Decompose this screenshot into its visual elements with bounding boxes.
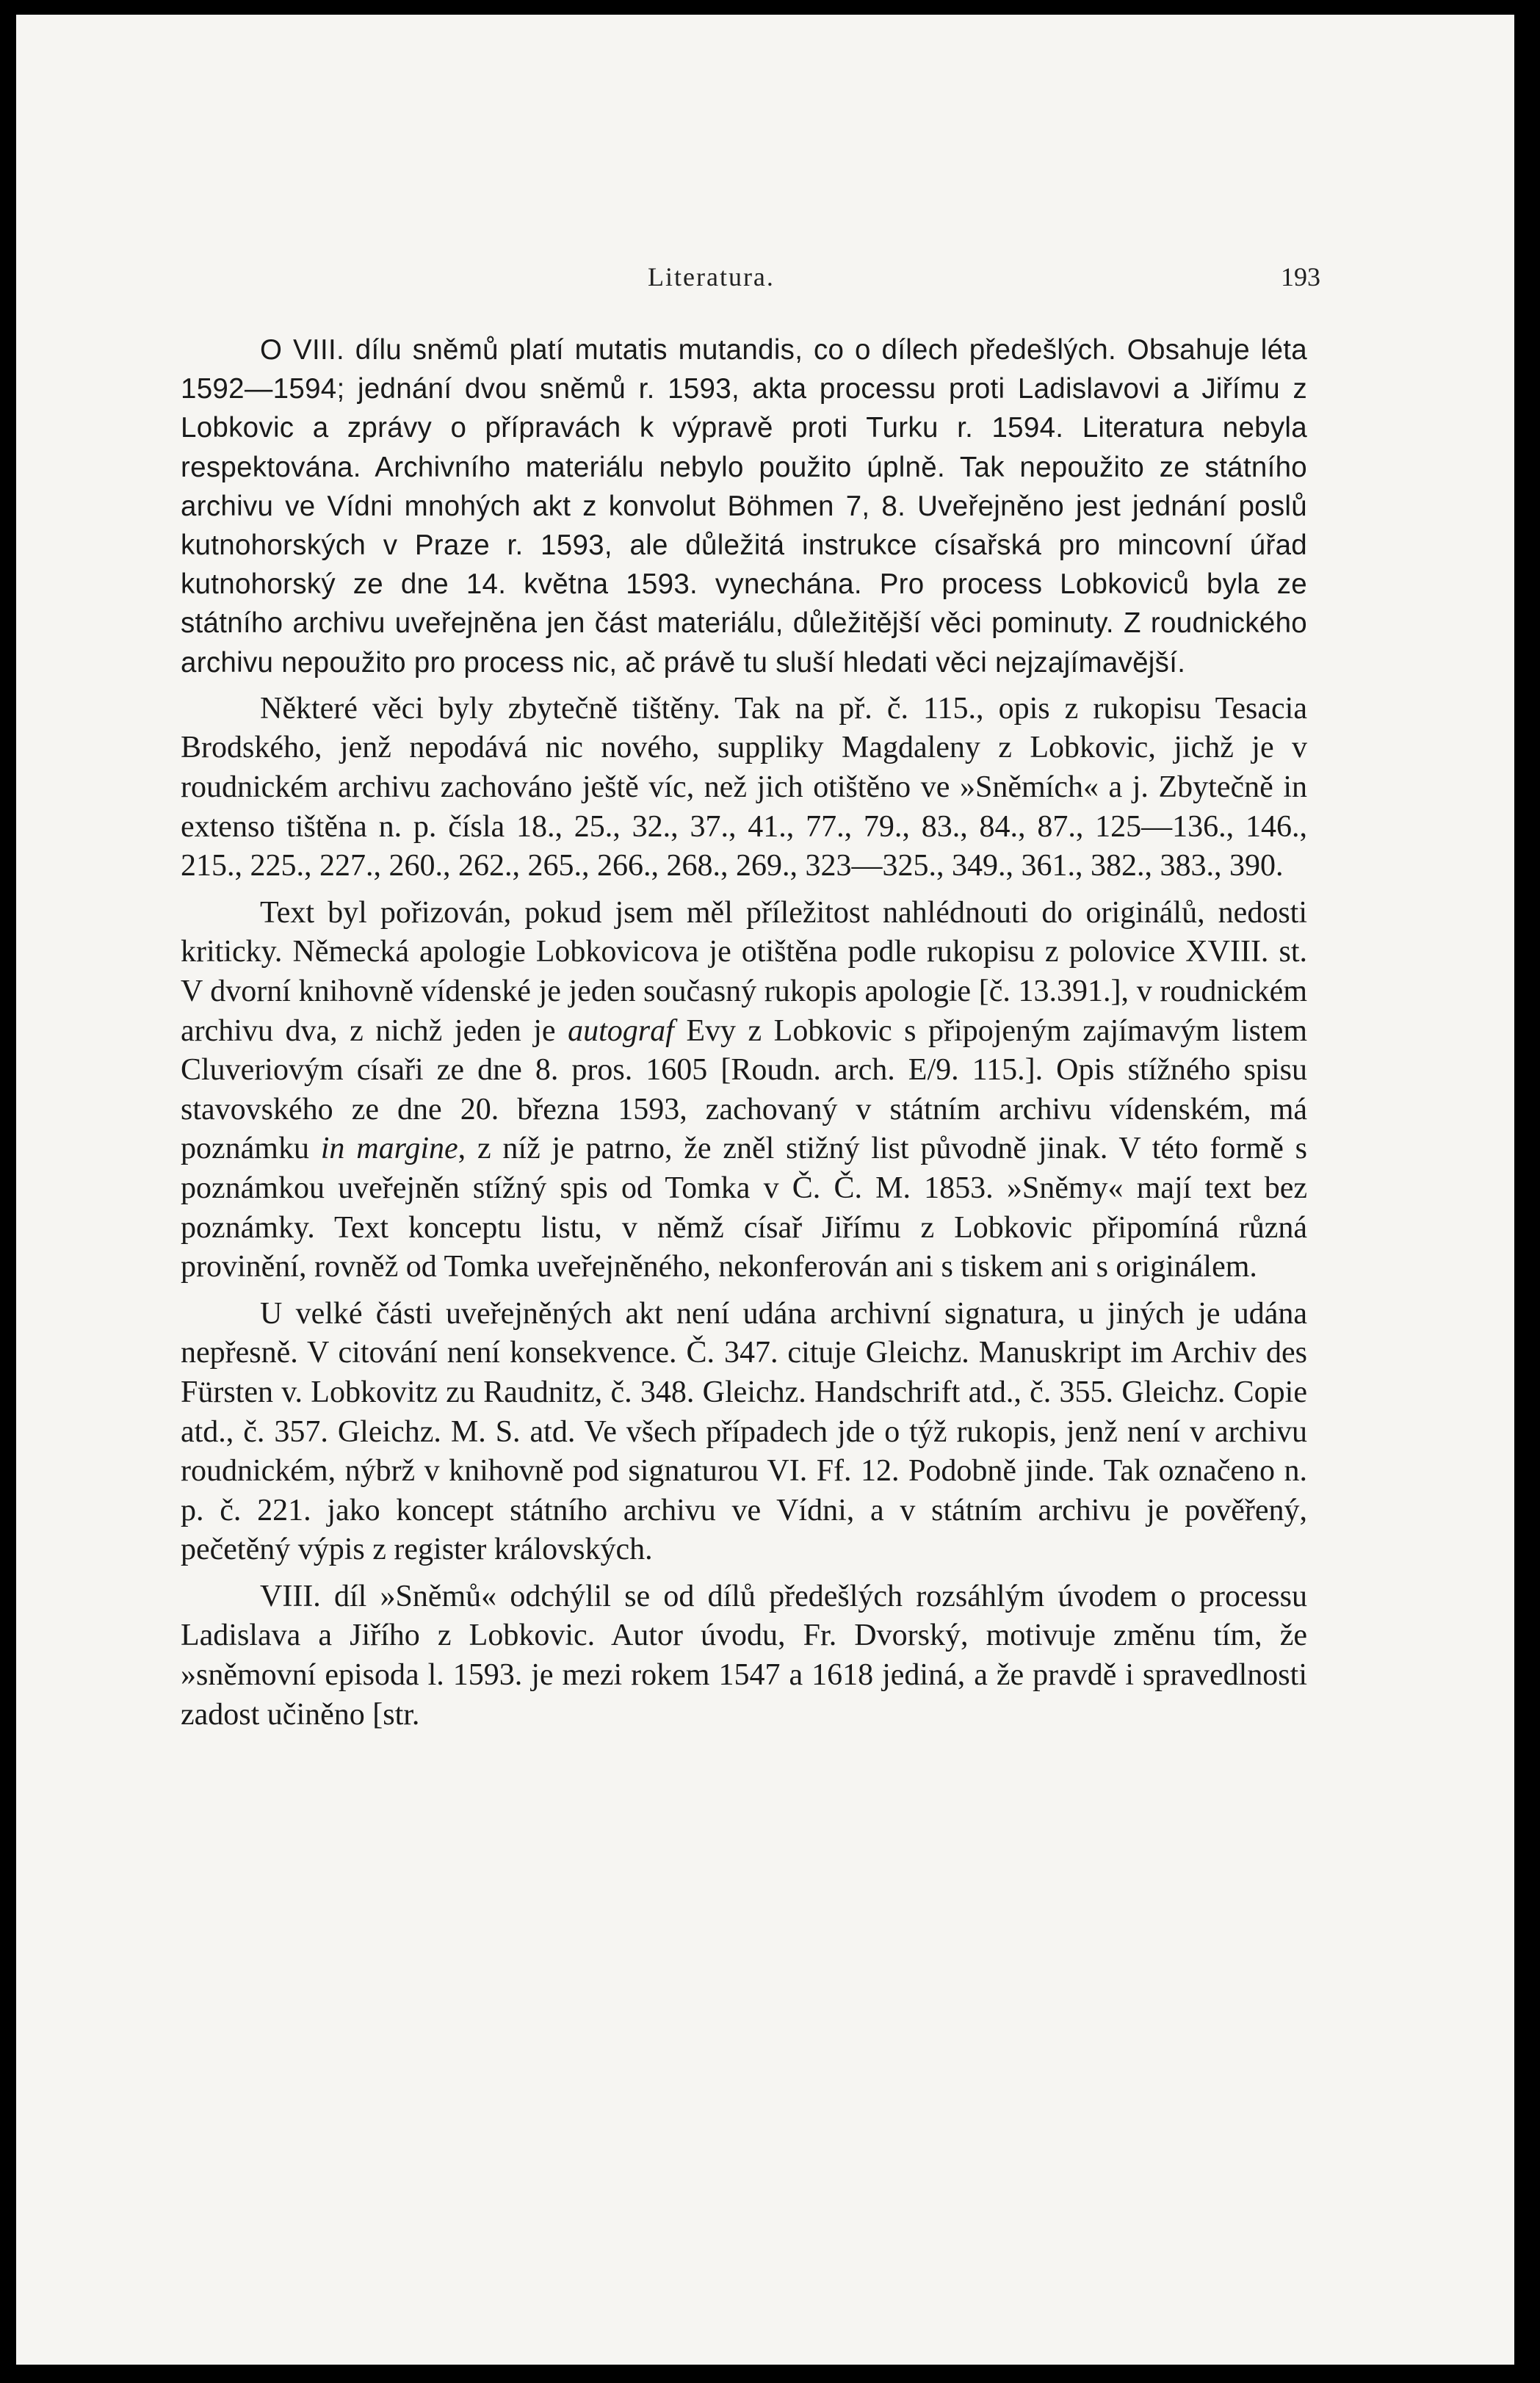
page-number: 193 — [1281, 262, 1320, 292]
paragraph-3 — [181, 894, 1307, 1287]
italic-autograf: autograf — [568, 1013, 674, 1048]
running-head — [16, 261, 1514, 305]
paragraph-3-part-c: , z níž je patrno, že zněl stižný list původně jinak. V této formě s poznámkou uveřejněn stížný spis od Tomka v Č. Č. M. 1853. »Sněmy« mají text bez poznámky. Text konceptu listu, v němž císař Jiřímu z Lobkovic připomíná různá provinění, rovněž od Tomka uveřejněného, nekonferován ani s tiskem ani s originálem. — [181, 1132, 1307, 1284]
paragraph-5: VIII. díl »Sněmů« odchýlil se od dílů předešlých rozsáhlým úvodem o processu Ladislava a Jiřího z Lobkovic. Autor úvodu, Fr. Dvorský, motivuje změnu tím, že »sněmovní episoda l. 1593. je mezi rokem 1547 a 1618 jediná, a že pravdě i spravedlnosti zadost učiněno [str. — [181, 1579, 1307, 1732]
paragraph-2: Některé věci byly zbytečně tištěny. Tak na př. č. 115., opis z rukopisu Tesacia Brodského, jenž nepodává nic nového, suppliky Magdaleny z Lobkovic, jichž je v roudnickém archivu zachováno ještě víc, než jich otištěno ve »Sněmích« a j. Zbytečně in extenso tištěna n. p. čísla 18., 25., 32., 37., 41., 77., 79., 83., 84., 87., 125—136., 146., 215., 225., 227., 260., 262., 265., 266., 268., 269., 323—325., 349., 361., 382., 383., 390. — [181, 691, 1307, 883]
paragraph-1: O VIII. dílu sněmů platí mutatis mutandis, co o dílech předešlých. Obsahuje léta 1592—1594; jednání dvou sněmů r. 1593, akta processu proti Ladislavovi a Jiřímu z Lobkovic a zprávy o přípravách k výpravě proti Turku r. 1594. Literatura nebyla respektována. Archivního materiálu nebylo použito úplně. Tak nepoužito ze státního archivu ve Vídni mnohých akt z konvolut Böhmen 7, 8. Uveřejněno jest jednání poslů kutnohorských v Praze r. 1593, ale důležitá instrukce císařská pro mincovní úřad kutnohorský ze dne 14. května 1593. vynechána. Pro process Lobkoviců byla ze státního archivu uveřejněna jen část materiálu, důležitější věci pominuty. Z roudnického archivu nepoužito pro process nic, ač právě tu sluší hledati věci nejzajímavější. — [181, 334, 1307, 679]
book-page — [16, 15, 1514, 2365]
paragraph-3-part-b: Evy z Lobkovic s připojeným zajímavým listem Cluveriovým císaři ze dne 8. pros. 1605 [Roudn. arch. E/9. 115.]. Opis stížného spisu stavovského ze dne 20. března 1593, zachovaný v státním archivu vídenském, má poznámku — [181, 1013, 1307, 1166]
paragraph-3-part-a: Text byl pořizován, pokud jsem měl příležitost nahlédnouti do originálů, nedosti kriticky. Německá apologie Lobkovicova je otištěna podle rukopisu z polovice XVIII. st. V dvorní knihovně vídenské je jeden současný rukopis apologie [č. 13.391.], v roudnickém archivu dva, z nichž jeden je — [181, 895, 1307, 1048]
running-title: Literatura. — [648, 262, 775, 292]
body-text — [181, 330, 1307, 1742]
paragraph-4: U velké části uveřejněných akt není udána archivní signatura, u jiných je udána nepřesně. V citování není konsekvence. Č. 347. cituje Gleichz. Manuskript im Archiv des Fürsten v. Lobkovitz zu Raudnitz, č. 348. Gleichz. Handschrift atd., č. 355. Gleichz. Copie atd., č. 357. Gleichz. M. S. atd. Ve všech případech jde o týž rukopis, jenž není v archivu roudnickém, nýbrž v knihovně pod signaturou VI. Ff. 12. Podobně jinde. Tak označeno n. p. č. 221. jako koncept státního archivu ve Vídni, a v státním archivu je pověřený, pečetěný výpis z register královských. — [181, 1296, 1307, 1567]
italic-in-margine: in margine — [320, 1132, 458, 1166]
